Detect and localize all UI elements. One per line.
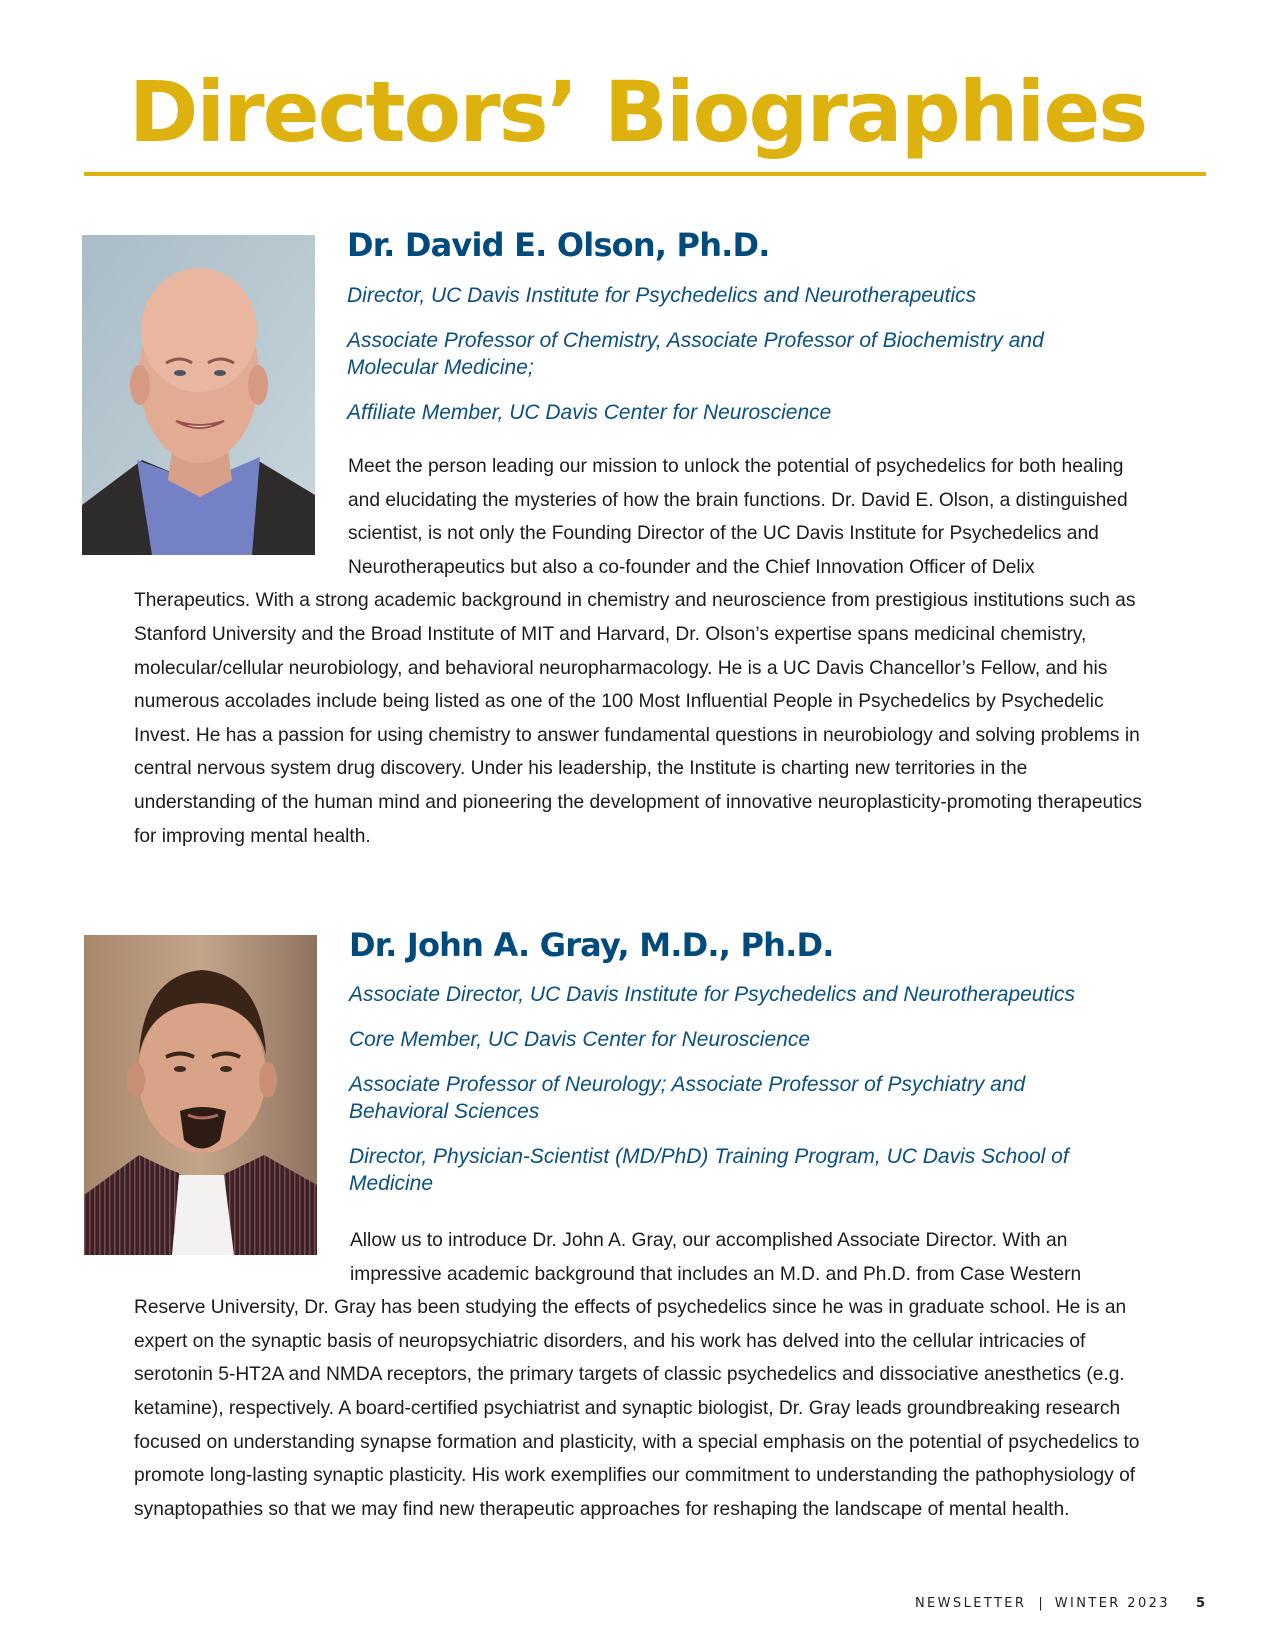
publication-name: NEWSLETTER <box>914 1596 1027 1611</box>
page-title: Directors’ Biographies <box>128 63 1147 161</box>
role-item: Associate Professor of Chemistry, Associate Professor of Biochemistry and Molecular Medicine; <box>347 329 1044 379</box>
issue-label: WINTER 2023 <box>1054 1596 1170 1611</box>
photo-wrap-spacer <box>134 450 348 584</box>
role-item: Director, Physician-Scientist (MD/PhD) Training Program, UC Davis School of Medicine <box>349 1145 1069 1195</box>
role-item: Associate Professor of Neurology; Associate Professor of Psychiatry and Behavioral Sciences <box>349 1073 1026 1123</box>
title-divider <box>84 172 1206 176</box>
bio-text: Allow us to introduce Dr. John A. Gray, our accomplished Associate Director. With an impressive academic background that includes an M.D. and Ph.D. from Case Western Reserve University, Dr. Gray has been studying the effects of psychedelics since he was in graduate school. He is an expert on the synaptic basis of neuropsychiatric disorders, and his work has delved into the cellular intricacies of serotonin 5-HT2A and NMDA receptors, the primary targets of classic psychedelics and dissociative anesthetics (e.g. ketamine), respectively. A board-certified psychiatrist and synaptic biologist, Dr. Gray leads groundbreaking research focused on understanding synapse formation and plasticity, with a special emphasis on the potential of psychedelics to promote long-lasting synaptic plasticity. His work exemplifies our commitment to understanding the pathophysiology of synaptopathies so that we may find new therapeutic approaches for reshaping the landscape of mental health. <box>134 1230 1140 1520</box>
portrait-photo-gray <box>84 935 317 1255</box>
bio-paragraph <box>134 1224 1144 1526</box>
page-number: 5 <box>1195 1596 1205 1611</box>
role-item: Director, UC Davis Institute for Psychedelics and Neurotherapeutics <box>347 284 977 307</box>
role-item: Associate Director, UC Davis Institute for Psychedelics and Neurotherapeutics <box>349 983 1075 1006</box>
photo-wrap-spacer <box>134 1224 350 1290</box>
roles-list <box>347 282 1127 444</box>
role-item: Affiliate Member, UC Davis Center for Neuroscience <box>347 401 832 424</box>
page-footer <box>915 1596 1205 1611</box>
director-name: Dr. John A. Gray, M.D., Ph.D. <box>349 926 834 964</box>
role-item: Core Member, UC Davis Center for Neuroscience <box>349 1028 810 1051</box>
footer-separator: | <box>1038 1596 1043 1611</box>
director-name: Dr. David E. Olson, Ph.D. <box>347 226 770 264</box>
portrait-image <box>84 935 317 1255</box>
bio-text: Meet the person leading our mission to unlock the potential of psychedelics for both healing and elucidating the mysteries of how the brain functions. Dr. David E. Olson, a distinguished scientist, is not only the Founding Director of the UC Davis Institute for Psychedelics and Neurotherapeutics but also a co-founder and the Chief Innovation Officer of Delix Therapeutics. With a strong academic background in chemistry and neuroscience from prestigious institutions such as Stanford University and the Broad Institute of MIT and Harvard, Dr. Olson’s expertise spans medicinal chemistry, molecular/cellular neurobiology, and behavioral neuropharmacology. He is a UC Davis Chancellor’s Fellow, and his numerous accolades include being listed as one of the 100 Most Influential People in Psychedelics by Psychedelic Invest. He has a passion for using chemistry to answer fundamental questions in neurobiology and solving problems in central nervous system drug discovery. Under his leadership, the Institute is charting new territories in the understanding of the human mind and pioneering the development of innovative neuroplasticity-promoting therapeutics for improving mental health. <box>134 456 1142 847</box>
bio-paragraph <box>134 450 1144 853</box>
roles-list <box>349 981 1129 1215</box>
